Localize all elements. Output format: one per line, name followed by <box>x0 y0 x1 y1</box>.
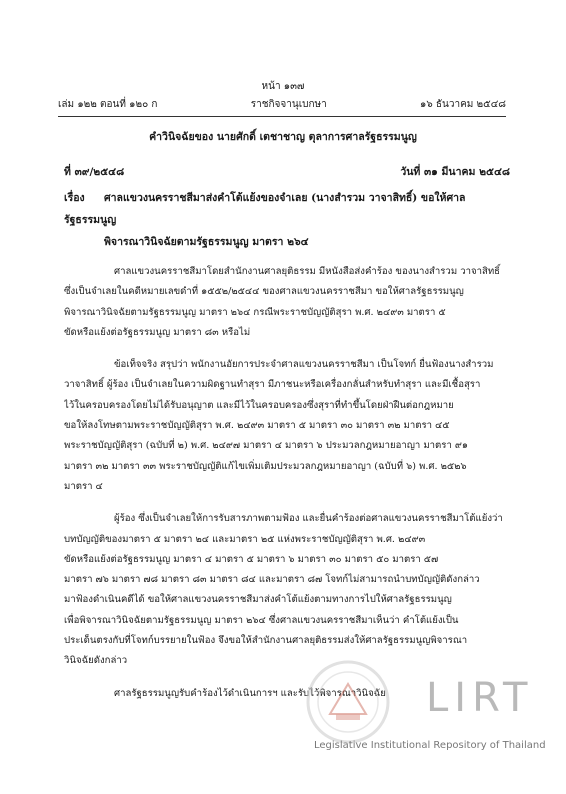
body-paragraph <box>64 509 510 671</box>
body-line: พระราชบัญญัติสุรา (ฉบับที่ ๒) พ.ศ. ๒๔๙๗ มาตรา ๔ มาตรา ๖ ประมวลกฎหมายอาญา มาตรา ๙๑ <box>64 440 468 452</box>
body-line: มาฟ้องดำเนินคดีได้ ขอให้ศาลแขวงนครราชสีมาส่งคำโต้แย้งตามทางการไปให้ศาลรัฐธรรมนูญ <box>64 594 452 606</box>
subject-block <box>64 187 510 253</box>
body-line: วาจาสิทธิ์ ผู้ร้อง เป็นจำเลยในความผิดฐานทำสุรา มีภาชนะหรือเครื่องกลั่นสำหรับทำสุรา และมีเชื้อสุรา <box>64 379 481 391</box>
page-number: หน้า ๑๓๗ <box>261 81 305 92</box>
ruling-date: วันที่ ๓๑ มีนาคม ๒๕๔๘ <box>400 166 510 178</box>
body-line: ศาลรัฐธรรมนูญรับคำร้องไว้ดำเนินการฯ และรับไว้พิจารณาวินิจฉัย <box>114 687 386 699</box>
body-line: ข้อเท็จจริง สรุปว่า พนักงานอัยการประจำศาลแขวงนครราชสีมา เป็นโจทก์ ยื่นฟ้องนางสำรวม <box>114 359 494 371</box>
ruling-number: ที่ ๓๙/๒๕๔๘ <box>64 166 125 178</box>
gazette-header <box>58 97 506 117</box>
watermark-caption: Legislative Institutional Repository of Thailand <box>314 740 546 751</box>
body-line: เพื่อพิจารณาวินิจฉัยตามรัฐธรรมนูญ มาตรา ๒๖๔ ซึ่งศาลแขวงนครราชสีมาเห็นว่า คำโต้แย้งเป็น <box>64 614 459 626</box>
body-line: ซึ่งเป็นจำเลยในคดีหมายเลขดำที่ ๑๕๕๒/๒๕๔๔ ของศาลแขวงนครราชสีมา ขอให้ศาลรัฐธรรมนูญ <box>64 286 464 298</box>
document-body <box>64 262 510 716</box>
body-line: ขอให้ลงโทษตามพระราชบัญญัติสุรา พ.ศ. ๒๔๙๓ มาตรา ๕ มาตรา ๓๐ มาตรา ๓๒ มาตรา ๔๕ <box>64 420 450 432</box>
body-line: วินิจฉัยดังกล่าว <box>64 655 128 667</box>
subject-label: เรื่อง <box>64 192 85 204</box>
body-line: ผู้ร้อง ซึ่งเป็นจำเลยให้การรับสารภาพตามฟ้อง และยื่นคำร้องต่อศาลแขวงนครราชสีมาโต้แย้งว่า <box>114 513 503 525</box>
body-line: ขัดหรือแย้งต่อรัฐธรรมนูญ มาตรา ๘๓ หรือไม่ <box>64 326 251 338</box>
body-paragraph <box>64 262 510 343</box>
ruling-meta <box>64 163 510 180</box>
subject-line-1: ศาลแขวงนครราชสีมาส่งคำโต้แย้งของจำเลย (นางสำรวม วาจาสิทธิ์) ขอให้ศาลรัฐธรรมนูญ <box>64 192 466 226</box>
body-line: มาตรา ๗๖ มาตรา ๗๘ มาตรา ๘๓ มาตรา ๘๔ และมาตรา ๘๗ โจทก์ไม่สามารถนำบทบัญญัติดังกล่าว <box>64 574 480 586</box>
body-line: พิจารณาวินิจฉัยตามรัฐธรรมนูญ มาตรา ๒๖๔ กรณีพระราชบัญญัติสุรา พ.ศ. ๒๔๙๓ มาตรา ๕ <box>64 306 446 318</box>
volume-info: เล่ม ๑๒๒ ตอนที่ ๑๒๐ ก <box>58 99 158 110</box>
gazette-date: ๑๖ ธันวาคม ๒๕๔๘ <box>420 99 506 110</box>
body-line: มาตรา ๔ <box>64 480 103 492</box>
body-line: ไว้ในครอบครองโดยไม่ได้รับอนุญาต และมีไว้ในครอบครองซึ่งสุราที่ทำขึ้นโดยฝ่าฝืนต่อกฎหมาย <box>64 399 454 411</box>
document-title: คำวินิจฉัยของ นายศักดิ์ เตชาชาญ ตุลาการศาลรัฐธรรมนูญ <box>149 131 417 143</box>
body-line: บทบัญญัติของมาตรา ๕ มาตรา ๒๔ และมาตรา ๒๕ แห่งพระราชบัญญัติสุรา พ.ศ. ๒๔๙๓ <box>64 533 426 545</box>
seal-icon <box>308 662 388 742</box>
gazette-name: ราชกิจจานุเบกษา <box>250 99 327 110</box>
body-line: ขัดหรือแย้งต่อรัฐธรรมนูญ มาตรา ๔ มาตรา ๕ มาตรา ๖ มาตรา ๓๐ มาตรา ๕๐ มาตรา ๕๗ <box>64 553 439 565</box>
body-line: ประเด็นตรงกับที่โจทก์บรรยายในฟ้อง จึงขอให้สำนักงานศาลยุติธรรมส่งให้ศาลรัฐธรรมนูญพิจารณา <box>64 635 468 647</box>
subject-line-2: พิจารณาวินิจฉัยตามรัฐธรรมนูญ มาตรา ๒๖๔ <box>104 236 309 248</box>
body-line: ศาลแขวงนครราชสีมาโดยสำนักงานศาลยุติธรรม มีหนังสือส่งคำร้อง ของนางสำรวม วาจาสิทธิ์ <box>114 266 501 277</box>
body-line: มาตรา ๓๒ มาตรา ๓๓ พระราชบัญญัติแก้ไขเพิ่มเติมประมวลกฎหมายอาญา (ฉบับที่ ๖) พ.ศ. ๒๕๒๖ <box>64 460 467 472</box>
watermark-logo: LIRT <box>426 675 534 721</box>
body-paragraph <box>64 355 510 497</box>
